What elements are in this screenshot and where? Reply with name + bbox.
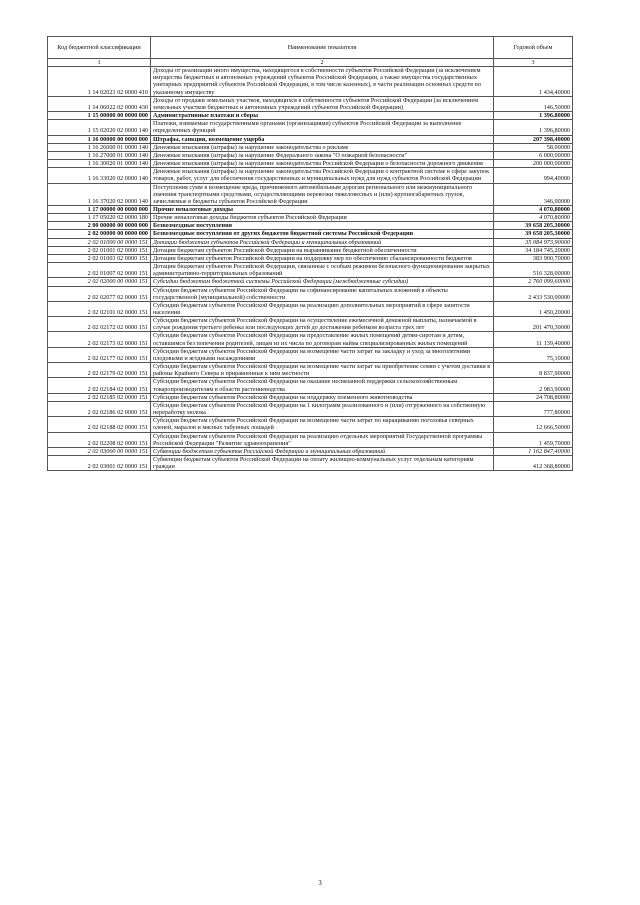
row-code: 1 14 06022 02 0000 430 — [48, 96, 151, 111]
row-amount: 39 658 205,30000 — [494, 222, 573, 230]
row-code: 2 02 03001 02 0000 151 — [48, 455, 151, 470]
row-code: 1 16 30020 01 0000 140 — [48, 160, 151, 168]
row-code: 2 02 02184 02 0000 151 — [48, 378, 151, 393]
row-code: 2 02 02188 02 0000 151 — [48, 417, 151, 432]
row-name: Субвенции бюджетам субъектов Российской Федерации и муниципальных образований — [151, 447, 494, 455]
table-row — [48, 363, 573, 378]
row-amount: 1 450,20000 — [494, 301, 573, 316]
table-row — [48, 160, 573, 168]
header-amount: Годовой объем — [494, 37, 573, 59]
table-row — [48, 205, 573, 213]
table-row — [48, 432, 573, 447]
column-number: 2 — [151, 59, 494, 67]
table-row — [48, 120, 573, 135]
row-name: Субсидии бюджетам субъектов Российской Федерации на возмещение части затрат на приобретение семян с учетом доставки в районы Крайнего Севера и приравненные к ним местности — [151, 363, 494, 378]
row-amount: 516 328,00000 — [494, 263, 573, 278]
row-code: 1 16 33020 02 0000 140 — [48, 168, 151, 183]
table-row — [48, 67, 573, 97]
row-name: Доходы от реализации иного имущества, находящегося в собственности субъектов Российской Федерации (за исключением имущества бюджетных и автономных учреждений субъектов Российской Федерации, а также имущества государственных унитарных предприятий субъектов Российской Федерации, в том числе казенных), в части реализации основных средств по указанному имуществу — [151, 67, 494, 97]
table-row — [48, 417, 573, 432]
row-name: Субсидии бюджетам субъектов Российской Федерации на реализацию дополнительных мероприятий в сфере занятости населения — [151, 301, 494, 316]
row-code: 2 02 02077 02 0000 151 — [48, 286, 151, 301]
row-name: Субвенции бюджетам субъектов Российской Федерации на оплату жилищно-коммунальных услуг отдельным категориям граждан — [151, 455, 494, 470]
row-amount: 1 162 847,40000 — [494, 447, 573, 455]
row-name: Субсидии бюджетам бюджетной системы Российской Федерации (межбюджетные субсидии) — [151, 278, 494, 286]
row-amount: 200 000,00000 — [494, 160, 573, 168]
row-code: 2 02 02173 02 0000 151 — [48, 332, 151, 347]
row-amount: 146,50000 — [494, 96, 573, 111]
table-row — [48, 301, 573, 316]
table-row — [48, 214, 573, 222]
table-row — [48, 230, 573, 238]
row-name: Субсидии бюджетам субъектов Российской Федерации на 1 килограмм реализованного и (или) отгруженного на собственную переработку молока — [151, 401, 494, 416]
table-row — [48, 263, 573, 278]
row-code: 1 16 26000 01 0000 140 — [48, 143, 151, 151]
row-name: Субсидии бюджетам субъектов Российской Федерации на предоставление жилых помещений детям-сиротам и детям, оставшимся без попечения родителей, лицам из их числа по договорам найма специализированных жилых помещений — [151, 332, 494, 347]
column-number-row — [48, 59, 573, 67]
row-amount: 1 459,70000 — [494, 432, 573, 447]
table-row — [48, 401, 573, 416]
table-row — [48, 143, 573, 151]
table-row — [48, 112, 573, 120]
table-row — [48, 246, 573, 254]
row-amount: 777,80000 — [494, 401, 573, 416]
row-code: 1 15 02020 02 0000 140 — [48, 120, 151, 135]
table-row — [48, 278, 573, 286]
row-name: Безвозмездные поступления от других бюджетов бюджетной системы Российской Федерации — [151, 230, 494, 238]
table-row — [48, 286, 573, 301]
row-name: Прочие неналоговые доходы бюджетов субъектов Российской Федерации — [151, 214, 494, 222]
row-name: Субсидии бюджетам субъектов Российской Федерации на оказание несвязанной поддержки сельскохозяйственным товаропроизводителям в области растениеводства — [151, 378, 494, 393]
row-amount: 207 398,40000 — [494, 135, 573, 143]
row-name: Денежные взыскания (штрафы) за нарушение законодательства Российской Федерации о безопасности дорожного движения — [151, 160, 494, 168]
row-code: 2 02 02101 02 0000 151 — [48, 301, 151, 316]
row-amount: 24 708,80000 — [494, 393, 573, 401]
row-name: Безвозмездные поступления — [151, 222, 494, 230]
row-code: 1 16 00000 00 0000 000 — [48, 135, 151, 143]
row-amount: 4 070,80000 — [494, 214, 573, 222]
row-amount: 75,10000 — [494, 347, 573, 362]
header-code: Код бюджетной классификации — [48, 37, 151, 59]
row-code: 2 02 02177 02 0000 151 — [48, 347, 151, 362]
row-name: Поступления сумм в возмещение вреда, причиняемого автомобильным дорогам регионального или межмуниципального значения транспортными средствами, осуществляющими перевозки тяжеловесных и (или) крупногабаритных грузов, зачисляемые в бюджеты субъектов Российской Федерации — [151, 183, 494, 205]
row-name: Дотации бюджетам субъектов Российской Федерации на поддержку мер по обеспечению сбалансированности бюджетов — [151, 254, 494, 262]
row-code: 2 02 00000 00 0000 000 — [48, 230, 151, 238]
table-row — [48, 222, 573, 230]
row-code: 2 02 03000 00 0000 151 — [48, 447, 151, 455]
row-amount: 6 000,00000 — [494, 151, 573, 159]
row-amount: 1 434,40000 — [494, 67, 573, 97]
row-amount: 2 760 099,60000 — [494, 278, 573, 286]
page-number: 3 — [318, 879, 322, 887]
table-row — [48, 447, 573, 455]
table-row — [48, 455, 573, 470]
row-amount: 8 837,90000 — [494, 363, 573, 378]
row-code: 1 16 37020 02 0000 140 — [48, 183, 151, 205]
row-amount: 11 139,40000 — [494, 332, 573, 347]
row-name: Платежи, взимаемые государственными органами (организациями) субъектов Российской Федерации за выполнение определенных функций — [151, 120, 494, 135]
row-amount: 1 396,80000 — [494, 112, 573, 120]
row-name: Субсидии бюджетам субъектов Российской Федерации на возмещение части затрат по наращиванию поголовья северных оленей, маралов и мясных табунных лошадей — [151, 417, 494, 432]
row-code: 2 02 02186 02 0000 151 — [48, 401, 151, 416]
table-row — [48, 168, 573, 183]
row-amount: 383 900,70000 — [494, 254, 573, 262]
column-number: 3 — [494, 59, 573, 67]
row-code: 2 02 02000 00 0000 151 — [48, 278, 151, 286]
row-amount: 201 470,30000 — [494, 317, 573, 332]
table-row — [48, 135, 573, 143]
row-name: Административные платежи и сборы — [151, 112, 494, 120]
table-row — [48, 393, 573, 401]
table-row — [48, 238, 573, 246]
row-code: 2 02 01007 02 0000 151 — [48, 263, 151, 278]
row-name: Доходы от продажи земельных участков, находящихся в собственности субъектов Российской Федерации (за исключением земельных участков бюджетных и автономных учреждений субъектов Российской Федерации) — [151, 96, 494, 111]
row-name: Денежные взыскания (штрафы) за нарушение законодательства о рекламе — [151, 143, 494, 151]
row-name: Дотации бюджетам субъектов Российской Федерации, связанные с особым режимом безопасного функционирования закрытых административно-территориальных образований — [151, 263, 494, 278]
row-code: 2 02 01003 02 0000 151 — [48, 254, 151, 262]
table-row — [48, 254, 573, 262]
row-code: 1 17 05020 02 0000 180 — [48, 214, 151, 222]
row-amount: 1 396,80000 — [494, 120, 573, 135]
row-amount: 412 368,80000 — [494, 455, 573, 470]
row-code: 1 14 02023 02 0000 410 — [48, 67, 151, 97]
table-row — [48, 96, 573, 111]
row-amount: 35 084 973,90000 — [494, 238, 573, 246]
row-code: 2 02 02185 02 0000 151 — [48, 393, 151, 401]
table-row — [48, 347, 573, 362]
table-row — [48, 378, 573, 393]
row-name: Субсидии бюджетам субъектов Российской Федерации на осуществление ежемесячной денежной выплаты, назначаемой в случае рождения третьего ребенка или последующих детей до достижения ребенком возраста трех лет — [151, 317, 494, 332]
row-amount: 58,00000 — [494, 143, 573, 151]
row-name: Денежные взыскания (штрафы) за нарушение законодательства Российской Федерации о контрактной системе в сфере закупок товаров, работ, услуг для обеспечения государственных и муниципальных нужд для нужд субъектов Российской Федерации — [151, 168, 494, 183]
row-name: Субсидии бюджетам субъектов Российской Федерации на возмещение части затрат на закладку и уход за многолетними плодовыми и ягодными насаждениями — [151, 347, 494, 362]
row-code: 2 02 02172 02 0000 151 — [48, 317, 151, 332]
row-name: Субсидии бюджетам субъектов Российской Федерации на реализацию отдельных мероприятий Государственной программы Российской Федерации "Развитие здравоохранения" — [151, 432, 494, 447]
row-name: Штрафы, санкции, возмещение ущерба — [151, 135, 494, 143]
row-name: Субсидии бюджетам субъектов Российской Федерации на поддержку племенного животноводства — [151, 393, 494, 401]
table-row — [48, 151, 573, 159]
row-name: Дотации бюджетам субъектов Российской Федерации на выравнивание бюджетной обеспеченности — [151, 246, 494, 254]
column-number: 1 — [48, 59, 151, 67]
row-amount: 2 983,90000 — [494, 378, 573, 393]
table-row — [48, 332, 573, 347]
row-amount: 4 070,80000 — [494, 205, 573, 213]
row-amount: 39 658 205,30000 — [494, 230, 573, 238]
row-name: Дотации бюджетам субъектов Российской Федерации и муниципальных образований — [151, 238, 494, 246]
row-code: 1 15 00000 00 0000 000 — [48, 112, 151, 120]
row-code: 2 02 01001 02 0000 151 — [48, 246, 151, 254]
budget-table — [47, 36, 573, 471]
row-code: 2 00 00000 00 0000 000 — [48, 222, 151, 230]
row-amount: 12 666,50000 — [494, 417, 573, 432]
row-amount: 34 184 745,20000 — [494, 246, 573, 254]
row-name: Прочие неналоговые доходы — [151, 205, 494, 213]
row-name: Субсидии бюджетам субъектов Российской Федерации на софинансирование капитальных вложений в объекты государственной (муниципальной) собственности — [151, 286, 494, 301]
row-name: Денежные взыскания (штрафы) за нарушение Федерального закона "О пожарной безопасности" — [151, 151, 494, 159]
header-name: Наименование показателя — [151, 37, 494, 59]
row-code: 2 02 02208 02 0000 151 — [48, 432, 151, 447]
table-header-row — [48, 37, 573, 59]
table-row — [48, 317, 573, 332]
row-code: 2 02 01000 00 0000 151 — [48, 238, 151, 246]
row-amount: 994,40000 — [494, 168, 573, 183]
row-amount: 346,00000 — [494, 183, 573, 205]
table-row — [48, 183, 573, 205]
row-code: 2 02 02179 02 0000 151 — [48, 363, 151, 378]
row-amount: 2 433 530,00000 — [494, 286, 573, 301]
row-code: 1 16 27000 01 0000 140 — [48, 151, 151, 159]
row-code: 1 17 00000 00 0000 000 — [48, 205, 151, 213]
